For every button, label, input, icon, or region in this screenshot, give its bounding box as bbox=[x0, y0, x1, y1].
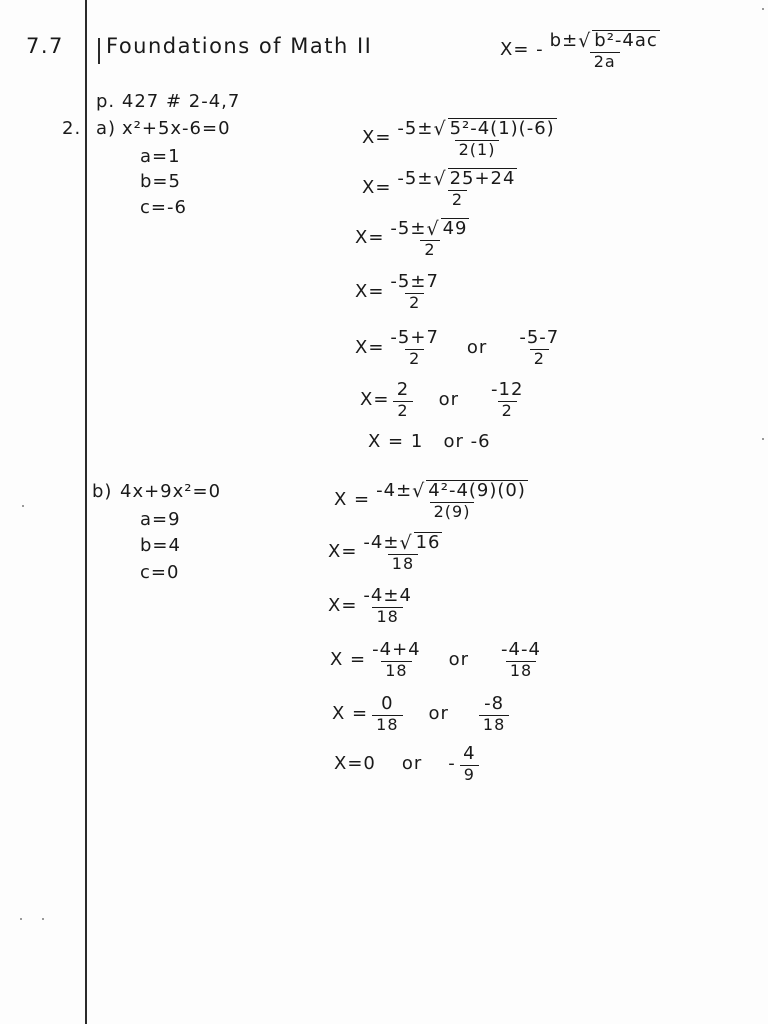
numerator-2: -8 bbox=[484, 693, 505, 714]
formula-lead: X= - bbox=[500, 39, 544, 60]
step-lead: X= bbox=[362, 127, 392, 148]
radicand: 5²-4(1)(-6) bbox=[449, 118, 555, 139]
numerator: -4+4 bbox=[372, 639, 421, 660]
denominator: 2 bbox=[393, 401, 412, 419]
denominator-2: 18 bbox=[506, 661, 536, 679]
denominator-2: 18 bbox=[479, 715, 509, 733]
numerator-prefix: -5± bbox=[397, 168, 434, 189]
scan-speck bbox=[762, 8, 764, 10]
part-a-coef-a: a=1 bbox=[140, 146, 181, 167]
margin-line bbox=[85, 0, 87, 1024]
denominator: 2(1) bbox=[455, 140, 500, 158]
or-word: or bbox=[401, 752, 423, 774]
sqrt-icon: √ bbox=[426, 218, 440, 240]
denominator: 18 bbox=[372, 607, 402, 625]
step-lead: X = bbox=[330, 648, 367, 670]
answer-fraction bbox=[460, 744, 479, 783]
step-fraction bbox=[388, 272, 440, 311]
assignment-reference: p. 427 # 2-4,7 bbox=[96, 91, 241, 112]
numerator-prefix: -5± bbox=[397, 118, 434, 139]
part-b-coef-a: a=9 bbox=[140, 509, 181, 530]
answer-sign: - bbox=[448, 752, 456, 774]
numerator-prefix: -4± bbox=[376, 480, 413, 501]
denominator: 2 bbox=[448, 190, 467, 208]
or-word: or bbox=[428, 702, 449, 724]
formula-radicand: b²-4ac bbox=[594, 30, 658, 51]
numerator-2: -4-4 bbox=[501, 639, 541, 660]
part-a-equation: x²+5x-6=0 bbox=[122, 118, 231, 139]
sqrt-icon: √ bbox=[399, 532, 413, 554]
part-a-step-5 bbox=[355, 328, 561, 367]
formula-fraction bbox=[548, 30, 662, 70]
or-word: or bbox=[438, 388, 460, 410]
part-a-label: a) bbox=[96, 118, 117, 139]
part-b-equation: 4x+9x²=0 bbox=[120, 481, 222, 502]
step-lead: X= bbox=[355, 227, 385, 248]
step-fraction bbox=[388, 218, 471, 258]
scan-speck bbox=[20, 918, 22, 920]
or-word: or bbox=[466, 336, 488, 358]
part-b-label: b) bbox=[92, 481, 113, 502]
part-a-step-3 bbox=[355, 218, 471, 258]
radicand: 16 bbox=[415, 532, 441, 553]
part-b-step-4 bbox=[330, 640, 543, 679]
step-fraction bbox=[374, 480, 530, 520]
part-a-step-2 bbox=[362, 168, 519, 208]
radicand: 4²-4(9)(0) bbox=[428, 480, 526, 501]
part-b-coef-c: c=0 bbox=[140, 562, 180, 583]
radicand: 25+24 bbox=[449, 168, 516, 189]
step-fraction bbox=[388, 328, 440, 367]
section-number: 7.7 bbox=[26, 34, 64, 58]
step-fraction-2 bbox=[499, 640, 543, 679]
sqrt-icon: √ bbox=[578, 30, 592, 52]
radicand: 49 bbox=[442, 218, 468, 239]
sqrt-icon: √ bbox=[433, 118, 447, 140]
step-fraction-2 bbox=[489, 380, 525, 419]
part-a-coef-c: c=-6 bbox=[140, 197, 187, 218]
formula-numerator-prefix: b± bbox=[549, 30, 579, 51]
part-b-step-1 bbox=[334, 480, 530, 520]
part-a-step-1 bbox=[362, 118, 559, 158]
part-a-coef-b: b=5 bbox=[140, 171, 181, 192]
step-fraction bbox=[395, 168, 519, 208]
part-b-answer bbox=[334, 744, 479, 783]
scan-speck bbox=[42, 918, 44, 920]
step-lead: X= bbox=[355, 280, 385, 302]
part-b-step-3 bbox=[328, 586, 414, 625]
numerator: 0 bbox=[381, 693, 394, 714]
step-lead: X= bbox=[328, 594, 358, 616]
denominator: 2(9) bbox=[430, 502, 475, 520]
denominator-2: 9 bbox=[460, 765, 479, 783]
step-lead: X= bbox=[328, 541, 358, 562]
quadratic-formula bbox=[500, 30, 662, 70]
answer-lead: X= bbox=[334, 752, 364, 774]
scan-speck bbox=[762, 438, 764, 440]
numerator-2: -12 bbox=[491, 379, 524, 400]
problem-number: 2. bbox=[62, 118, 82, 139]
numerator: -5+7 bbox=[390, 327, 439, 348]
denominator-2: 2 bbox=[530, 349, 549, 367]
part-b-coef-b: b=4 bbox=[140, 535, 181, 556]
step-lead: X = bbox=[332, 702, 369, 724]
numerator: -4±4 bbox=[363, 585, 412, 606]
part-a-answer: X = 1 or -6 bbox=[368, 431, 491, 452]
part-a-step-4 bbox=[355, 272, 441, 311]
page-title: Foundations of Math II bbox=[106, 34, 373, 58]
denominator: 18 bbox=[388, 554, 418, 572]
scan-speck bbox=[22, 505, 24, 507]
numerator-2: 4 bbox=[463, 743, 476, 764]
sqrt-icon: √ bbox=[433, 168, 447, 190]
sqrt-icon: √ bbox=[412, 480, 426, 502]
step-fraction bbox=[395, 118, 558, 158]
step-fraction bbox=[361, 586, 413, 625]
or-word: or bbox=[448, 648, 470, 670]
denominator: 2 bbox=[405, 293, 424, 311]
step-fraction bbox=[372, 694, 402, 733]
step-fraction-2 bbox=[517, 328, 561, 367]
denominator: 18 bbox=[381, 661, 411, 679]
numerator: 2 bbox=[396, 379, 410, 400]
formula-denominator: 2a bbox=[590, 52, 620, 70]
numerator: -5±7 bbox=[390, 271, 439, 292]
answer-value-1: 0 bbox=[363, 752, 376, 774]
part-a-step-6 bbox=[360, 380, 525, 419]
numerator-prefix: -5± bbox=[390, 218, 427, 239]
step-fraction bbox=[393, 380, 412, 419]
step-fraction bbox=[370, 640, 422, 679]
numerator-2: -5-7 bbox=[519, 327, 560, 348]
step-fraction bbox=[361, 532, 444, 572]
part-b-step-2 bbox=[328, 532, 444, 572]
step-lead: X= bbox=[362, 177, 392, 198]
denominator: 18 bbox=[372, 715, 402, 733]
denominator: 2 bbox=[420, 240, 439, 258]
step-lead: X = bbox=[334, 489, 371, 510]
header-divider bbox=[98, 38, 100, 64]
denominator: 2 bbox=[405, 349, 424, 367]
step-lead: X= bbox=[355, 336, 385, 358]
numerator-prefix: -4± bbox=[363, 532, 400, 553]
step-lead: X= bbox=[360, 388, 390, 410]
step-fraction-2 bbox=[479, 694, 509, 733]
denominator-2: 2 bbox=[498, 401, 517, 419]
part-b-step-5 bbox=[332, 694, 509, 733]
